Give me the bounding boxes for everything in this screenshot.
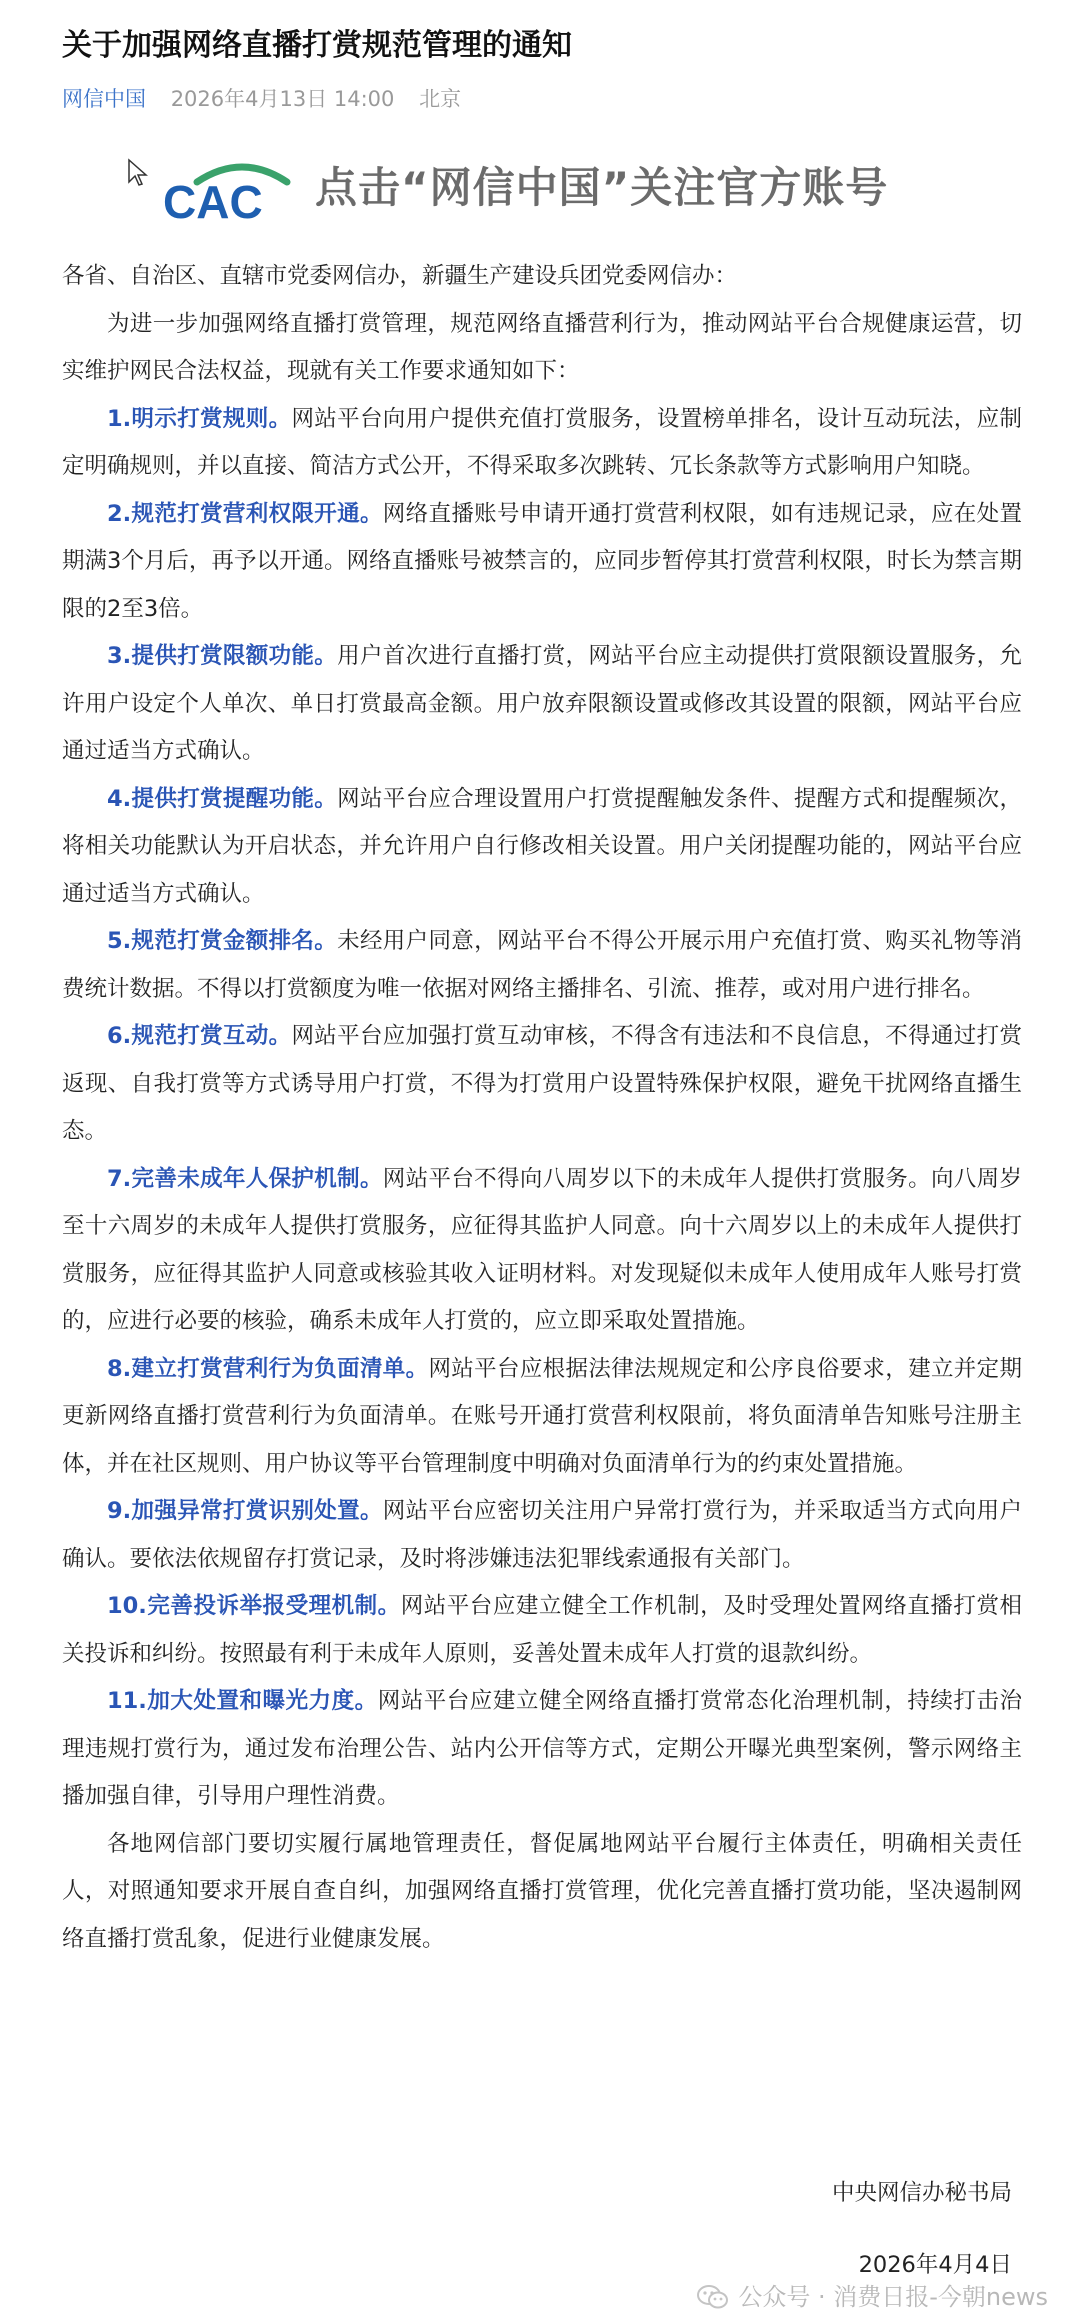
paragraph-text: 网站平台应合理设置用户打赏提醒触发条件、提醒方式和提醒频次，将相关功能默认为开启状态，并允许用户自行修改相关设置。用户关闭提醒功能的，网站平台应通过适当方式确认。 — [62, 785, 1022, 907]
paragraph — [62, 1156, 1022, 1346]
paragraph — [62, 1583, 1022, 1678]
watermark — [696, 2282, 1048, 2312]
paragraph-heading: 4.提供打赏提醒功能。 — [107, 785, 338, 812]
paragraph — [62, 1346, 1022, 1489]
cac-logo-icon — [157, 154, 327, 224]
article-body — [62, 253, 1022, 1963]
article-meta — [62, 84, 461, 114]
paragraph-heading: 10.完善投诉举报受理机制。 — [107, 1593, 401, 1619]
signature-date: 2026年4月4日 — [858, 2252, 1012, 2278]
paragraph-text: 各省、自治区、直辖市党委网信办，新疆生产建设兵团党委网信办： — [62, 263, 738, 289]
banner-text: 点击“网信中国”关注官方账号 — [315, 163, 889, 212]
paragraph-heading: 2.规范打赏营利权限开通。 — [107, 500, 383, 527]
paragraph — [62, 253, 1022, 301]
cac-logo-text: CAC — [163, 176, 263, 224]
paragraph — [62, 918, 1022, 1013]
paragraph — [62, 776, 1022, 919]
paragraph-heading: 9.加强异常打赏识别处置。 — [107, 1498, 383, 1524]
paragraph-text: 网站平台应建立健全工作机制，及时受理处置网络直播打赏相关投诉和纠纷。按照最有利于未成年人原则，妥善处置未成年人打赏的退款纠纷。 — [62, 1593, 1022, 1667]
paragraph-heading: 1.明示打赏规则。 — [107, 405, 292, 432]
paragraph-heading: 3.提供打赏限额功能。 — [107, 643, 338, 669]
source-link[interactable]: 网信中国 — [62, 87, 146, 111]
paragraph-heading: 11.加大处置和曝光力度。 — [107, 1688, 378, 1714]
signature-org: 中央网信办秘书局 — [831, 2180, 1012, 2206]
paragraph-text: 为进一步加强网络直播打赏管理，规范网络直播营利行为，推动网站平台合规健康运营，切实维护网民合法权益，现就有关工作要求通知如下： — [62, 310, 1022, 384]
paragraph-text: 网站平台不得向八周岁以下的未成年人提供打赏服务。向八周岁至十六周岁的未成年人提供打赏服务，应征得其监护人同意。向十六周岁以上的未成年人提供打赏服务，应征得其监护人同意或核验其收入证明材料。对发现疑似未成年人使用成年人账号打赏的，应进行必要的核验，确系未成年人打赏的，应立即采取处置措施。 — [62, 1165, 1022, 1334]
paragraph-heading: 6.规范打赏互动。 — [107, 1023, 292, 1049]
paragraph-text: 网站平台应密切关注用户异常打赏行为，并采取适当方式向用户确认。要依法依规留存打赏记录，及时将涉嫌违法犯罪线索通报有关部门。 — [62, 1498, 1022, 1572]
paragraph-heading: 8.建立打赏营利行为负面清单。 — [107, 1355, 429, 1382]
paragraph — [62, 1488, 1022, 1583]
paragraph — [62, 1013, 1022, 1156]
paragraph-text: 网站平台应加强打赏互动审核，不得含有违法和不良信息，不得通过打赏返现、自我打赏等方式诱导用户打赏，不得为打赏用户设置特殊保护权限，避免干扰网络直播生态。 — [62, 1023, 1022, 1144]
publish-location: 北京 — [419, 87, 462, 111]
paragraph-text: 网络直播账号申请开通打赏营利权限，如有违规记录，应在处置期满3个月后，再予以开通。网络直播账号被禁言的，应同步暂停其打赏营利权限，时长为禁言期限的2至3倍。 — [62, 500, 1022, 622]
watermark-text: 公众号 · 消费日报-今朝news — [738, 2283, 1048, 2311]
paragraph — [62, 396, 1022, 491]
paragraph-text: 未经用户同意，网站平台不得公开展示用户充值打赏、购买礼物等消费统计数据。不得以打赏额度为唯一依据对网络主播排名、引流、推荐，或对用户进行排名。 — [62, 928, 1022, 1002]
paragraph-text: 网站平台应根据法律法规规定和公序良俗要求，建立并定期更新网络直播打赏营利行为负面清单。在账号开通打赏营利权限前，将负面清单告知账号注册主体，并在社区规则、用户协议等平台管理制度中明确对负面清单行为的约束处置措施。 — [62, 1355, 1022, 1477]
mouse-cursor-icon — [127, 158, 149, 188]
paragraph — [62, 491, 1022, 634]
paragraph-text: 网站平台应建立健全网络直播打赏常态化治理机制，持续打击治理违规打赏行为，通过发布治理公告、站内公开信等方式，定期公开曝光典型案例，警示网络主播加强自律，引导用户理性消费。 — [62, 1688, 1022, 1809]
paragraph-text: 各地网信部门要切实履行属地管理责任，督促属地网站平台履行主体责任，明确相关责任人，对照通知要求开展自查自纠，加强网络直播打赏管理，优化完善直播打赏功能，坚决遏制网络直播打赏乱象，促进行业健康发展。 — [62, 1830, 1022, 1952]
wechat-icon — [696, 2283, 730, 2311]
publish-time: 2026年4月13日 14:00 — [170, 87, 395, 111]
follow-banner[interactable] — [125, 150, 925, 230]
article-title: 关于加强网络直播打赏规范管理的通知 — [62, 28, 572, 63]
paragraph — [62, 633, 1022, 776]
paragraph-heading: 7.完善未成年人保护机制。 — [107, 1165, 383, 1192]
paragraph-text: 用户首次进行直播打赏，网站平台应主动提供打赏限额设置服务，允许用户设定个人单次、单日打赏最高金额。用户放弃限额设置或修改其设置的限额，网站平台应通过适当方式确认。 — [62, 643, 1022, 764]
paragraph-heading: 5.规范打赏金额排名。 — [107, 928, 338, 954]
paragraph — [62, 301, 1022, 396]
paragraph — [62, 1821, 1022, 1964]
paragraph — [62, 1678, 1022, 1821]
paragraph-text: 网站平台向用户提供充值打赏服务，设置榜单排名，设计互动玩法，应制定明确规则，并以直接、简洁方式公开，不得采取多次跳转、冗长条款等方式影响用户知晓。 — [62, 405, 1022, 479]
